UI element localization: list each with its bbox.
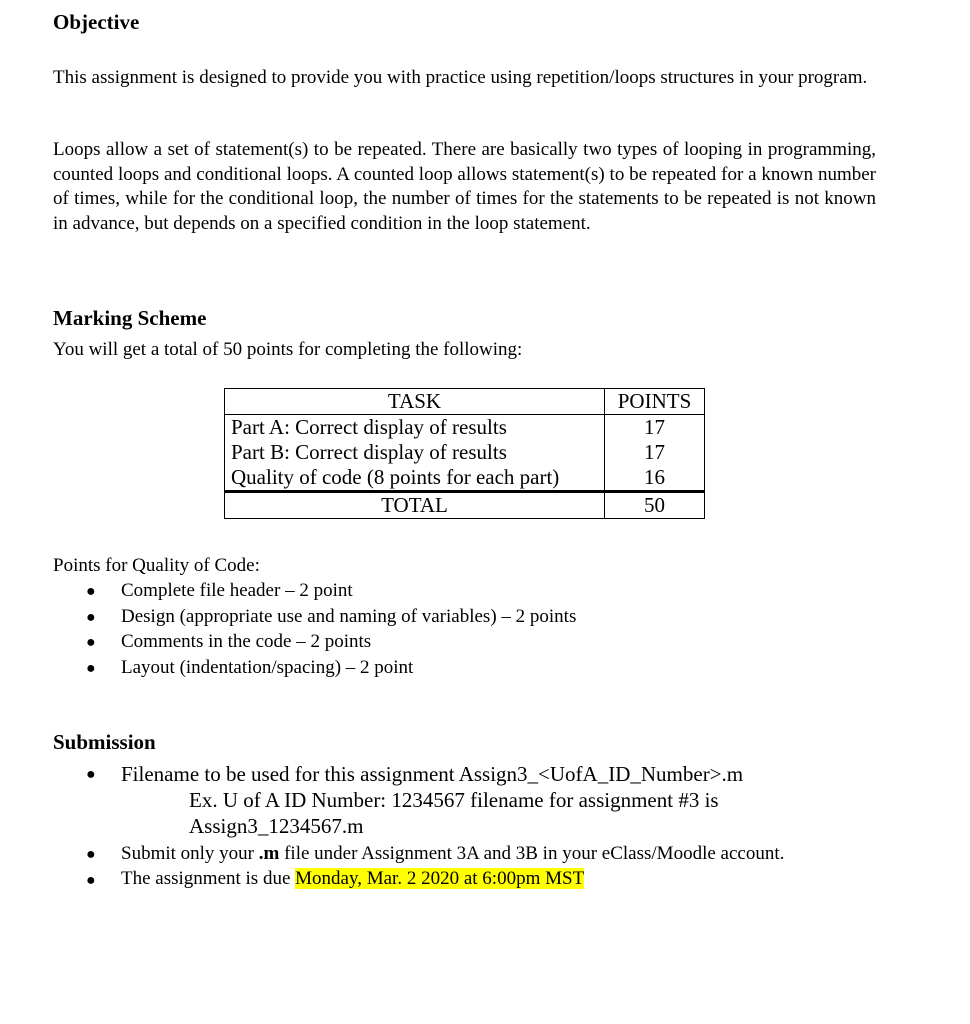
total-points: 50: [605, 492, 705, 519]
table-header-row: [225, 389, 705, 415]
due-text-prefix: The assignment is due: [121, 868, 296, 889]
upload-text-prefix: Submit only your: [121, 843, 259, 864]
header-points: POINTS: [605, 389, 705, 415]
quality-item-layout: Layout (indentation/spacing) – 2 point: [121, 657, 414, 678]
quality-item-header: Complete file header – 2 point: [121, 580, 353, 601]
task-cell: Part A: Correct display of results: [225, 415, 605, 441]
bullet-icon: ●: [86, 660, 96, 677]
table-row: [225, 465, 705, 492]
table-total-row: [225, 492, 705, 519]
marking-intro: You will get a total of 50 points for completing the following:: [53, 339, 523, 360]
submission-example-line2: Assign3_1234567.m: [189, 814, 364, 838]
bullet-icon: ●: [86, 634, 96, 651]
bullet-icon: ●: [86, 766, 96, 783]
due-date-highlight: Monday, Mar. 2 2020 at 6:00pm MST: [295, 868, 585, 889]
objective-heading: Objective: [53, 10, 140, 34]
submission-example-line1: Ex. U of A ID Number: 1234567 filename for assignment #3 is: [189, 788, 719, 812]
submission-filename-rule: Filename to be used for this assignment Assign3_<UofA_ID_Number>.m: [121, 762, 744, 786]
submission-heading: Submission: [53, 730, 156, 754]
submission-upload-instruction: [121, 843, 784, 865]
marking-table: [224, 388, 705, 519]
points-cell: 17: [605, 415, 705, 441]
points-cell: 16: [605, 465, 705, 492]
bullet-icon: ●: [86, 583, 96, 600]
table-row: [225, 440, 705, 465]
task-cell: Quality of code (8 points for each part): [225, 465, 605, 492]
bullet-icon: ●: [86, 609, 96, 626]
submission-due-date: [121, 868, 584, 890]
total-label: TOTAL: [225, 492, 605, 519]
bullet-icon: ●: [86, 846, 96, 863]
objective-paragraph-2: Loops allow a set of statement(s) to be repeated. There are basically two types of looping in programming, counted loops and conditional loops. A counted loop allows statement(s) to be repeated for a known number of times, while for the conditional loop, the number of times for the statements to be repeated is not known in advance, but depends on a specified condition in the loop statement.: [53, 139, 876, 234]
quality-item-comments: Comments in the code – 2 points: [121, 631, 372, 652]
header-task: TASK: [225, 389, 605, 415]
task-cell: Part B: Correct display of results: [225, 440, 605, 465]
bullet-icon: ●: [86, 872, 96, 889]
table-row: [225, 415, 705, 441]
marking-heading: Marking Scheme: [53, 306, 207, 330]
upload-text-suffix: file under Assignment 3A and 3B in your eClass/Moodle account.: [279, 843, 785, 864]
objective-paragraph-1: This assignment is designed to provide you with practice using repetition/loops structures in your program.: [53, 67, 868, 88]
upload-extension: .m: [258, 843, 280, 864]
quality-item-design: Design (appropriate use and naming of variables) – 2 points: [121, 606, 577, 627]
quality-intro: Points for Quality of Code:: [53, 555, 260, 576]
points-cell: 17: [605, 440, 705, 465]
